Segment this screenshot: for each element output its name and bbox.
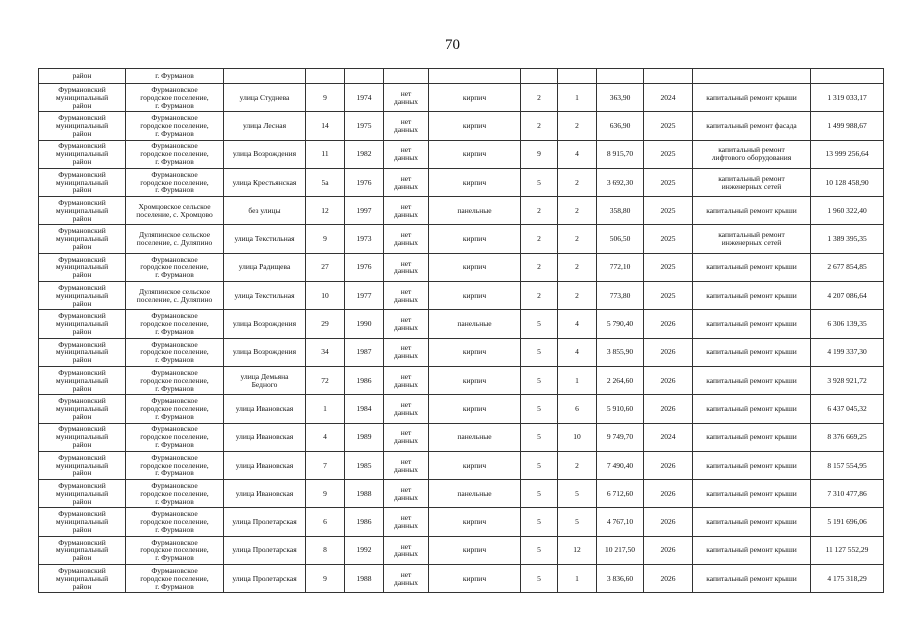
cell-entrances: 2 <box>558 168 597 196</box>
cell-entrances: 1 <box>558 565 597 593</box>
cell-street: улица Возрождения <box>224 310 306 338</box>
cell-cost: 4 207 086,64 <box>811 282 884 310</box>
cell-district: Фурмановский муниципальный район <box>39 310 126 338</box>
cell-entrances: 2 <box>558 197 597 225</box>
cell-house: 11 <box>306 140 345 168</box>
cell-material: кирпич <box>429 84 521 112</box>
cell-area: 6 712,60 <box>597 480 644 508</box>
cell-settlement: Фурмановское городское поселение, г. Фурманов <box>126 508 224 536</box>
cell-no-data: нет данных <box>384 366 429 394</box>
cell-plan-year: 2025 <box>644 282 693 310</box>
cell-floors: 5 <box>521 395 558 423</box>
table-row <box>39 253 884 281</box>
cell-house: 9 <box>306 84 345 112</box>
cell-entrances: 10 <box>558 423 597 451</box>
cell-settlement: Дуляпинское сельское поселение, с. Дуляпино <box>126 282 224 310</box>
cell-year: 1976 <box>345 168 384 196</box>
cell-material: кирпич <box>429 282 521 310</box>
cell-plan-year: 2026 <box>644 508 693 536</box>
cell-year: 1984 <box>345 395 384 423</box>
cell-work-type: капитальный ремонт крыши <box>693 508 811 536</box>
cell-floors: 2 <box>521 84 558 112</box>
cell-floors: 2 <box>521 112 558 140</box>
table-row <box>39 366 884 394</box>
cell-work-type: капитальный ремонт крыши <box>693 395 811 423</box>
cell-area: 2 264,60 <box>597 366 644 394</box>
cell-district: Фурмановский муниципальный район <box>39 282 126 310</box>
cell-no-data: нет данных <box>384 253 429 281</box>
table-row <box>39 140 884 168</box>
cell-floors: 5 <box>521 366 558 394</box>
cell-settlement: Дуляпинское сельское поселение, с. Дуляпино <box>126 225 224 253</box>
cell-no-data: нет данных <box>384 84 429 112</box>
cell-cost: 13 999 256,64 <box>811 140 884 168</box>
cell-material: кирпич <box>429 253 521 281</box>
cell-material: кирпич <box>429 338 521 366</box>
table-row <box>39 565 884 593</box>
cell-settlement: Фурмановское городское поселение, г. Фурманов <box>126 366 224 394</box>
cell-entrances: 2 <box>558 112 597 140</box>
cell-floors: 5 <box>521 168 558 196</box>
cell-street: улица Крестьянская <box>224 168 306 196</box>
cell-house: 72 <box>306 366 345 394</box>
cell-district: район <box>39 69 126 84</box>
cell-street: улица Пролетарская <box>224 565 306 593</box>
cell-work-type: капитальный ремонт крыши <box>693 423 811 451</box>
cell-no-data: нет данных <box>384 282 429 310</box>
cell-floors: 2 <box>521 197 558 225</box>
cell-district: Фурмановский муниципальный район <box>39 395 126 423</box>
cell-settlement: г. Фурманов <box>126 69 224 84</box>
cell-house: 14 <box>306 112 345 140</box>
cell-entrances: 6 <box>558 395 597 423</box>
cell-house: 34 <box>306 338 345 366</box>
cell-street: улица Радищева <box>224 253 306 281</box>
cell-material: кирпич <box>429 395 521 423</box>
cell-floors: 2 <box>521 282 558 310</box>
cell-cost: 7 310 477,86 <box>811 480 884 508</box>
cell-house: 9 <box>306 480 345 508</box>
cell-settlement: Фурмановское городское поселение, г. Фурманов <box>126 395 224 423</box>
cell-work-type: капитальный ремонт фасада <box>693 112 811 140</box>
cell-house: 1 <box>306 395 345 423</box>
cell-no-data: нет данных <box>384 451 429 479</box>
cell-year: 1977 <box>345 282 384 310</box>
cell-district: Фурмановский муниципальный район <box>39 112 126 140</box>
cell-street: улица Демьяна Бедного <box>224 366 306 394</box>
cell-area: 7 490,40 <box>597 451 644 479</box>
cell-area: 506,50 <box>597 225 644 253</box>
cell-plan-year: 2025 <box>644 225 693 253</box>
cell-material: кирпич <box>429 565 521 593</box>
cell-area: 5 790,40 <box>597 310 644 338</box>
cell-year: 1987 <box>345 338 384 366</box>
cell-street: улица Ивановская <box>224 480 306 508</box>
cell-material: кирпич <box>429 225 521 253</box>
cell-entrances: 1 <box>558 84 597 112</box>
cell-work-type: капитальный ремонт крыши <box>693 282 811 310</box>
cell-entrances: 5 <box>558 508 597 536</box>
cell-no-data: нет данных <box>384 225 429 253</box>
cell-house: 8 <box>306 536 345 564</box>
cell-floors: 5 <box>521 480 558 508</box>
cell-street: улица Студнева <box>224 84 306 112</box>
cell-district: Фурмановский муниципальный район <box>39 84 126 112</box>
cell-year: 1992 <box>345 536 384 564</box>
cell-year: 1974 <box>345 84 384 112</box>
table-row <box>39 395 884 423</box>
cell-year: 1990 <box>345 310 384 338</box>
cell-settlement: Фурмановское городское поселение, г. Фурманов <box>126 423 224 451</box>
cell-entrances: 2 <box>558 253 597 281</box>
cell-area: 363,90 <box>597 84 644 112</box>
cell-area: 772,10 <box>597 253 644 281</box>
cell-material: кирпич <box>429 168 521 196</box>
cell-cost: 8 376 669,25 <box>811 423 884 451</box>
cell-street: улица Ивановская <box>224 423 306 451</box>
cell-empty <box>521 69 558 84</box>
cell-area: 5 910,60 <box>597 395 644 423</box>
cell-settlement: Фурмановское городское поселение, г. Фурманов <box>126 451 224 479</box>
cell-district: Фурмановский муниципальный район <box>39 366 126 394</box>
page-number: 70 <box>445 37 460 53</box>
cell-floors: 5 <box>521 536 558 564</box>
cell-year: 1986 <box>345 366 384 394</box>
cell-material: кирпич <box>429 536 521 564</box>
cell-year: 1976 <box>345 253 384 281</box>
table-row <box>39 225 884 253</box>
cell-cost: 8 157 554,95 <box>811 451 884 479</box>
cell-work-type: капитальный ремонт крыши <box>693 310 811 338</box>
cell-floors: 5 <box>521 338 558 366</box>
table-row <box>39 451 884 479</box>
table-row <box>39 310 884 338</box>
cell-settlement: Фурмановское городское поселение, г. Фурманов <box>126 84 224 112</box>
cell-year: 1986 <box>345 508 384 536</box>
cell-plan-year: 2026 <box>644 480 693 508</box>
cell-area: 10 217,50 <box>597 536 644 564</box>
cell-floors: 2 <box>521 253 558 281</box>
cell-no-data: нет данных <box>384 395 429 423</box>
cell-no-data: нет данных <box>384 338 429 366</box>
cell-work-type: капитальный ремонт крыши <box>693 536 811 564</box>
cell-empty <box>429 69 521 84</box>
cell-district: Фурмановский муниципальный район <box>39 451 126 479</box>
cell-work-type: капитальный ремонт крыши <box>693 253 811 281</box>
cell-house: 9 <box>306 225 345 253</box>
cell-material: кирпич <box>429 112 521 140</box>
cell-no-data: нет данных <box>384 112 429 140</box>
cell-house: 6 <box>306 508 345 536</box>
table-row <box>39 423 884 451</box>
cell-settlement: Хромцовское сельское поселение, с. Хромцово <box>126 197 224 225</box>
cell-street: улица Возрождения <box>224 140 306 168</box>
cell-district: Фурмановский муниципальный район <box>39 508 126 536</box>
cell-settlement: Фурмановское городское поселение, г. Фурманов <box>126 310 224 338</box>
cell-entrances: 2 <box>558 225 597 253</box>
cell-area: 3 692,30 <box>597 168 644 196</box>
cell-cost: 1 319 033,17 <box>811 84 884 112</box>
cell-settlement: Фурмановское городское поселение, г. Фурманов <box>126 253 224 281</box>
cell-street: без улицы <box>224 197 306 225</box>
cell-entrances: 4 <box>558 338 597 366</box>
cell-cost: 2 677 854,85 <box>811 253 884 281</box>
cell-district: Фурмановский муниципальный район <box>39 338 126 366</box>
table-row <box>39 197 884 225</box>
cell-material: панельные <box>429 310 521 338</box>
cell-work-type: капитальный ремонт крыши <box>693 480 811 508</box>
cell-district: Фурмановский муниципальный район <box>39 225 126 253</box>
cell-area: 4 767,10 <box>597 508 644 536</box>
cell-floors: 5 <box>521 565 558 593</box>
cell-work-type: капитальный ремонт крыши <box>693 338 811 366</box>
cell-district: Фурмановский муниципальный район <box>39 253 126 281</box>
cell-floors: 5 <box>521 508 558 536</box>
cell-street: улица Возрождения <box>224 338 306 366</box>
cell-empty <box>558 69 597 84</box>
cell-work-type: капитальный ремонт крыши <box>693 197 811 225</box>
cell-settlement: Фурмановское городское поселение, г. Фурманов <box>126 480 224 508</box>
cell-district: Фурмановский муниципальный район <box>39 140 126 168</box>
cell-entrances: 4 <box>558 140 597 168</box>
table-row <box>39 536 884 564</box>
table-row <box>39 508 884 536</box>
cell-entrances: 1 <box>558 366 597 394</box>
cell-street: улица Лесная <box>224 112 306 140</box>
cell-material: панельные <box>429 480 521 508</box>
cell-cost: 5 191 696,06 <box>811 508 884 536</box>
cell-area: 3 836,60 <box>597 565 644 593</box>
cell-plan-year: 2025 <box>644 253 693 281</box>
cell-year: 1975 <box>345 112 384 140</box>
cell-cost: 1 389 395,35 <box>811 225 884 253</box>
cell-cost: 4 199 337,30 <box>811 338 884 366</box>
table-row <box>39 338 884 366</box>
cell-entrances: 2 <box>558 451 597 479</box>
cell-plan-year: 2026 <box>644 366 693 394</box>
cell-house: 12 <box>306 197 345 225</box>
cell-plan-year: 2025 <box>644 112 693 140</box>
cell-entrances: 12 <box>558 536 597 564</box>
cell-plan-year: 2026 <box>644 565 693 593</box>
cell-district: Фурмановский муниципальный район <box>39 565 126 593</box>
cell-plan-year: 2025 <box>644 140 693 168</box>
cell-year: 1973 <box>345 225 384 253</box>
cell-floors: 5 <box>521 310 558 338</box>
cell-street: улица Пролетарская <box>224 508 306 536</box>
table-row <box>39 84 884 112</box>
cell-cost: 1 960 322,40 <box>811 197 884 225</box>
cell-material: кирпич <box>429 508 521 536</box>
cell-area: 8 915,70 <box>597 140 644 168</box>
cell-house: 4 <box>306 423 345 451</box>
cell-plan-year: 2025 <box>644 197 693 225</box>
cell-plan-year: 2026 <box>644 451 693 479</box>
cell-no-data: нет данных <box>384 508 429 536</box>
cell-material: панельные <box>429 423 521 451</box>
cell-area: 9 749,70 <box>597 423 644 451</box>
cell-entrances: 2 <box>558 282 597 310</box>
cell-year: 1982 <box>345 140 384 168</box>
cell-empty <box>224 69 306 84</box>
cell-settlement: Фурмановское городское поселение, г. Фурманов <box>126 112 224 140</box>
cell-cost: 6 437 045,32 <box>811 395 884 423</box>
cell-district: Фурмановский муниципальный район <box>39 480 126 508</box>
cell-empty <box>345 69 384 84</box>
cell-empty <box>384 69 429 84</box>
cell-house: 27 <box>306 253 345 281</box>
cell-empty <box>811 69 884 84</box>
cell-street: улица Пролетарская <box>224 536 306 564</box>
cell-work-type: капитальный ремонт крыши <box>693 451 811 479</box>
cell-year: 1989 <box>345 423 384 451</box>
cell-house: 7 <box>306 451 345 479</box>
cell-district: Фурмановский муниципальный район <box>39 197 126 225</box>
cell-no-data: нет данных <box>384 197 429 225</box>
cell-no-data: нет данных <box>384 480 429 508</box>
cell-entrances: 4 <box>558 310 597 338</box>
cell-empty <box>306 69 345 84</box>
cell-material: кирпич <box>429 451 521 479</box>
cell-work-type: капитальный ремонт инженерных сетей <box>693 225 811 253</box>
cell-floors: 5 <box>521 423 558 451</box>
cell-house: 10 <box>306 282 345 310</box>
cell-cost: 6 306 139,35 <box>811 310 884 338</box>
cell-street: улица Ивановская <box>224 451 306 479</box>
cell-year: 1997 <box>345 197 384 225</box>
cell-work-type: капитальный ремонт крыши <box>693 565 811 593</box>
cell-no-data: нет данных <box>384 536 429 564</box>
cell-settlement: Фурмановское городское поселение, г. Фурманов <box>126 168 224 196</box>
cell-plan-year: 2025 <box>644 168 693 196</box>
cell-floors: 2 <box>521 225 558 253</box>
cell-year: 1988 <box>345 565 384 593</box>
cell-district: Фурмановский муниципальный район <box>39 423 126 451</box>
cell-plan-year: 2026 <box>644 310 693 338</box>
cell-plan-year: 2024 <box>644 84 693 112</box>
cell-area: 358,80 <box>597 197 644 225</box>
cell-district: Фурмановский муниципальный район <box>39 536 126 564</box>
table-body <box>39 69 884 593</box>
cell-settlement: Фурмановское городское поселение, г. Фурманов <box>126 140 224 168</box>
cell-work-type: капитальный ремонт крыши <box>693 84 811 112</box>
cell-district: Фурмановский муниципальный район <box>39 168 126 196</box>
cell-cost: 4 175 318,29 <box>811 565 884 593</box>
cell-house: 5а <box>306 168 345 196</box>
table-row <box>39 282 884 310</box>
table-row-continuation <box>39 69 884 84</box>
cell-year: 1985 <box>345 451 384 479</box>
cell-work-type: капитальный ремонт крыши <box>693 366 811 394</box>
cell-work-type: капитальный ремонт инженерных сетей <box>693 168 811 196</box>
cell-area: 3 855,90 <box>597 338 644 366</box>
cell-area: 636,90 <box>597 112 644 140</box>
cell-empty <box>597 69 644 84</box>
cell-plan-year: 2026 <box>644 536 693 564</box>
cell-settlement: Фурмановское городское поселение, г. Фурманов <box>126 536 224 564</box>
cell-cost: 1 499 988,67 <box>811 112 884 140</box>
cell-house: 29 <box>306 310 345 338</box>
cell-floors: 9 <box>521 140 558 168</box>
cell-material: кирпич <box>429 366 521 394</box>
table-row <box>39 480 884 508</box>
cell-entrances: 5 <box>558 480 597 508</box>
cell-plan-year: 2024 <box>644 423 693 451</box>
table-row <box>39 168 884 196</box>
cell-empty <box>644 69 693 84</box>
cell-plan-year: 2026 <box>644 338 693 366</box>
cell-floors: 5 <box>521 451 558 479</box>
cell-street: улица Текстильная <box>224 282 306 310</box>
cell-work-type: капитальный ремонт лифтового оборудования <box>693 140 811 168</box>
table-row <box>39 112 884 140</box>
cell-no-data: нет данных <box>384 140 429 168</box>
cell-area: 773,80 <box>597 282 644 310</box>
cell-cost: 3 928 921,72 <box>811 366 884 394</box>
cell-cost: 10 128 458,90 <box>811 168 884 196</box>
housing-repair-table <box>38 68 884 593</box>
cell-no-data: нет данных <box>384 423 429 451</box>
cell-street: улица Ивановская <box>224 395 306 423</box>
cell-plan-year: 2026 <box>644 395 693 423</box>
cell-material: кирпич <box>429 140 521 168</box>
cell-cost: 11 127 552,29 <box>811 536 884 564</box>
cell-empty <box>693 69 811 84</box>
cell-settlement: Фурмановское городское поселение, г. Фурманов <box>126 338 224 366</box>
cell-material: панельные <box>429 197 521 225</box>
cell-no-data: нет данных <box>384 565 429 593</box>
cell-house: 9 <box>306 565 345 593</box>
cell-no-data: нет данных <box>384 168 429 196</box>
cell-street: улица Текстильная <box>224 225 306 253</box>
cell-settlement: Фурмановское городское поселение, г. Фурманов <box>126 565 224 593</box>
cell-year: 1988 <box>345 480 384 508</box>
cell-no-data: нет данных <box>384 310 429 338</box>
